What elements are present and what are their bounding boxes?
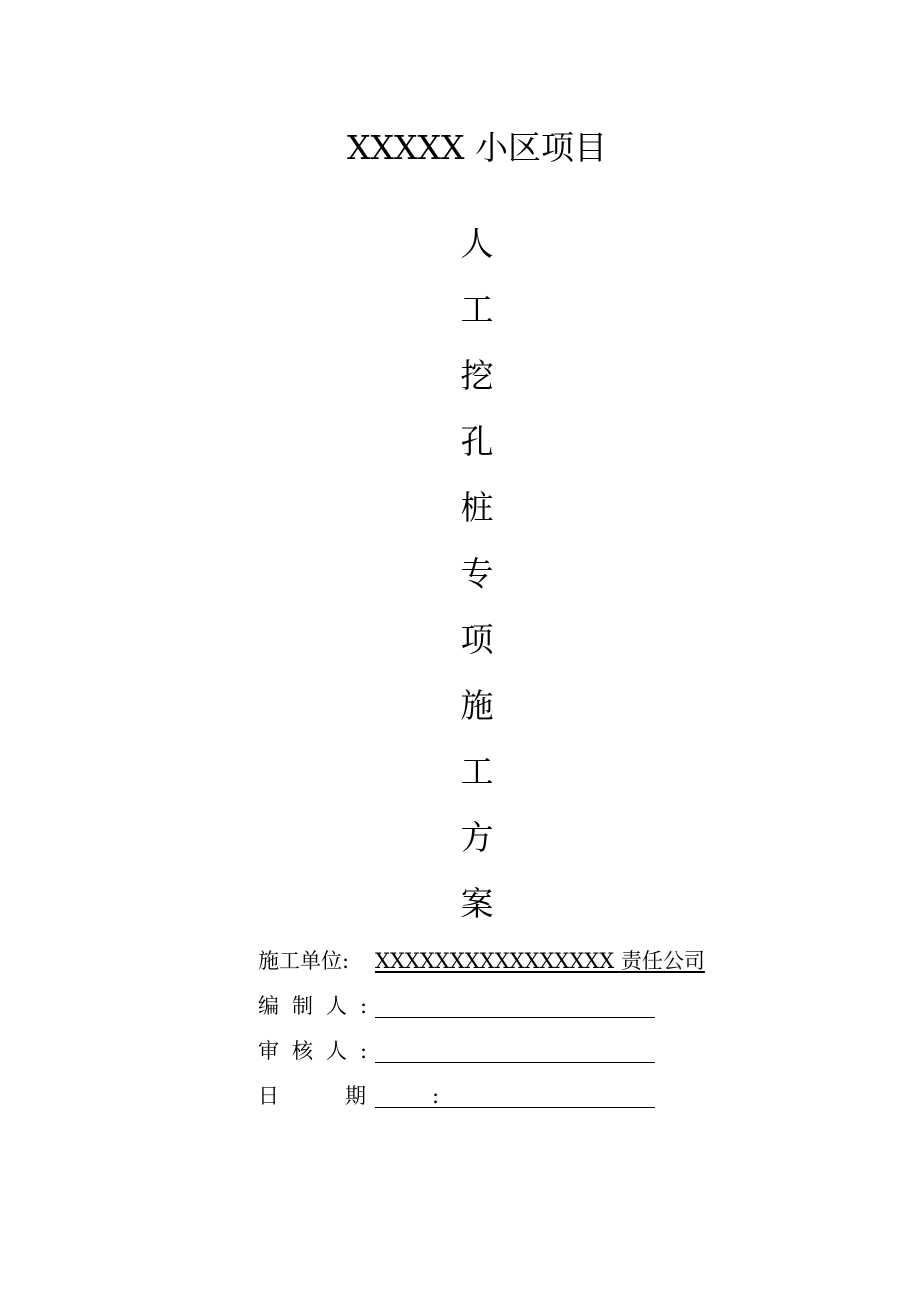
info-row-date — [258, 1079, 678, 1124]
plan-title-vertical — [437, 219, 517, 945]
info-block — [258, 944, 705, 1124]
plan-title-char: 桩 — [460, 488, 494, 527]
author-blank-line — [375, 1017, 655, 1018]
info-row-author — [258, 989, 678, 1034]
plan-title-char: 专 — [460, 554, 494, 593]
plan-title-char: 人 — [460, 224, 494, 263]
plan-title-char: 工 — [460, 752, 494, 791]
plan-title-char: 挖 — [460, 356, 494, 395]
project-title: XXXXX 小区项目 — [347, 128, 607, 167]
author-label: 编制人: — [258, 994, 381, 1018]
reviewer-label: 审核人: — [258, 1039, 381, 1063]
date-label: 日期: — [258, 1084, 506, 1108]
info-row-reviewer — [258, 1034, 678, 1079]
plan-title-char: 案 — [460, 884, 494, 923]
reviewer-blank-line — [375, 1062, 655, 1063]
plan-title-char: 工 — [460, 290, 494, 329]
plan-title-char: 项 — [460, 620, 494, 659]
plan-title-char: 孔 — [460, 422, 494, 461]
unit-label: 施工单位: — [258, 949, 350, 973]
plan-title-char: 方 — [460, 818, 494, 857]
info-row-unit — [258, 944, 705, 989]
plan-title-char: 施 — [460, 686, 494, 725]
date-blank-line — [375, 1107, 655, 1108]
unit-value: XXXXXXXXXXXXXXXX 责任公司 — [375, 949, 705, 973]
